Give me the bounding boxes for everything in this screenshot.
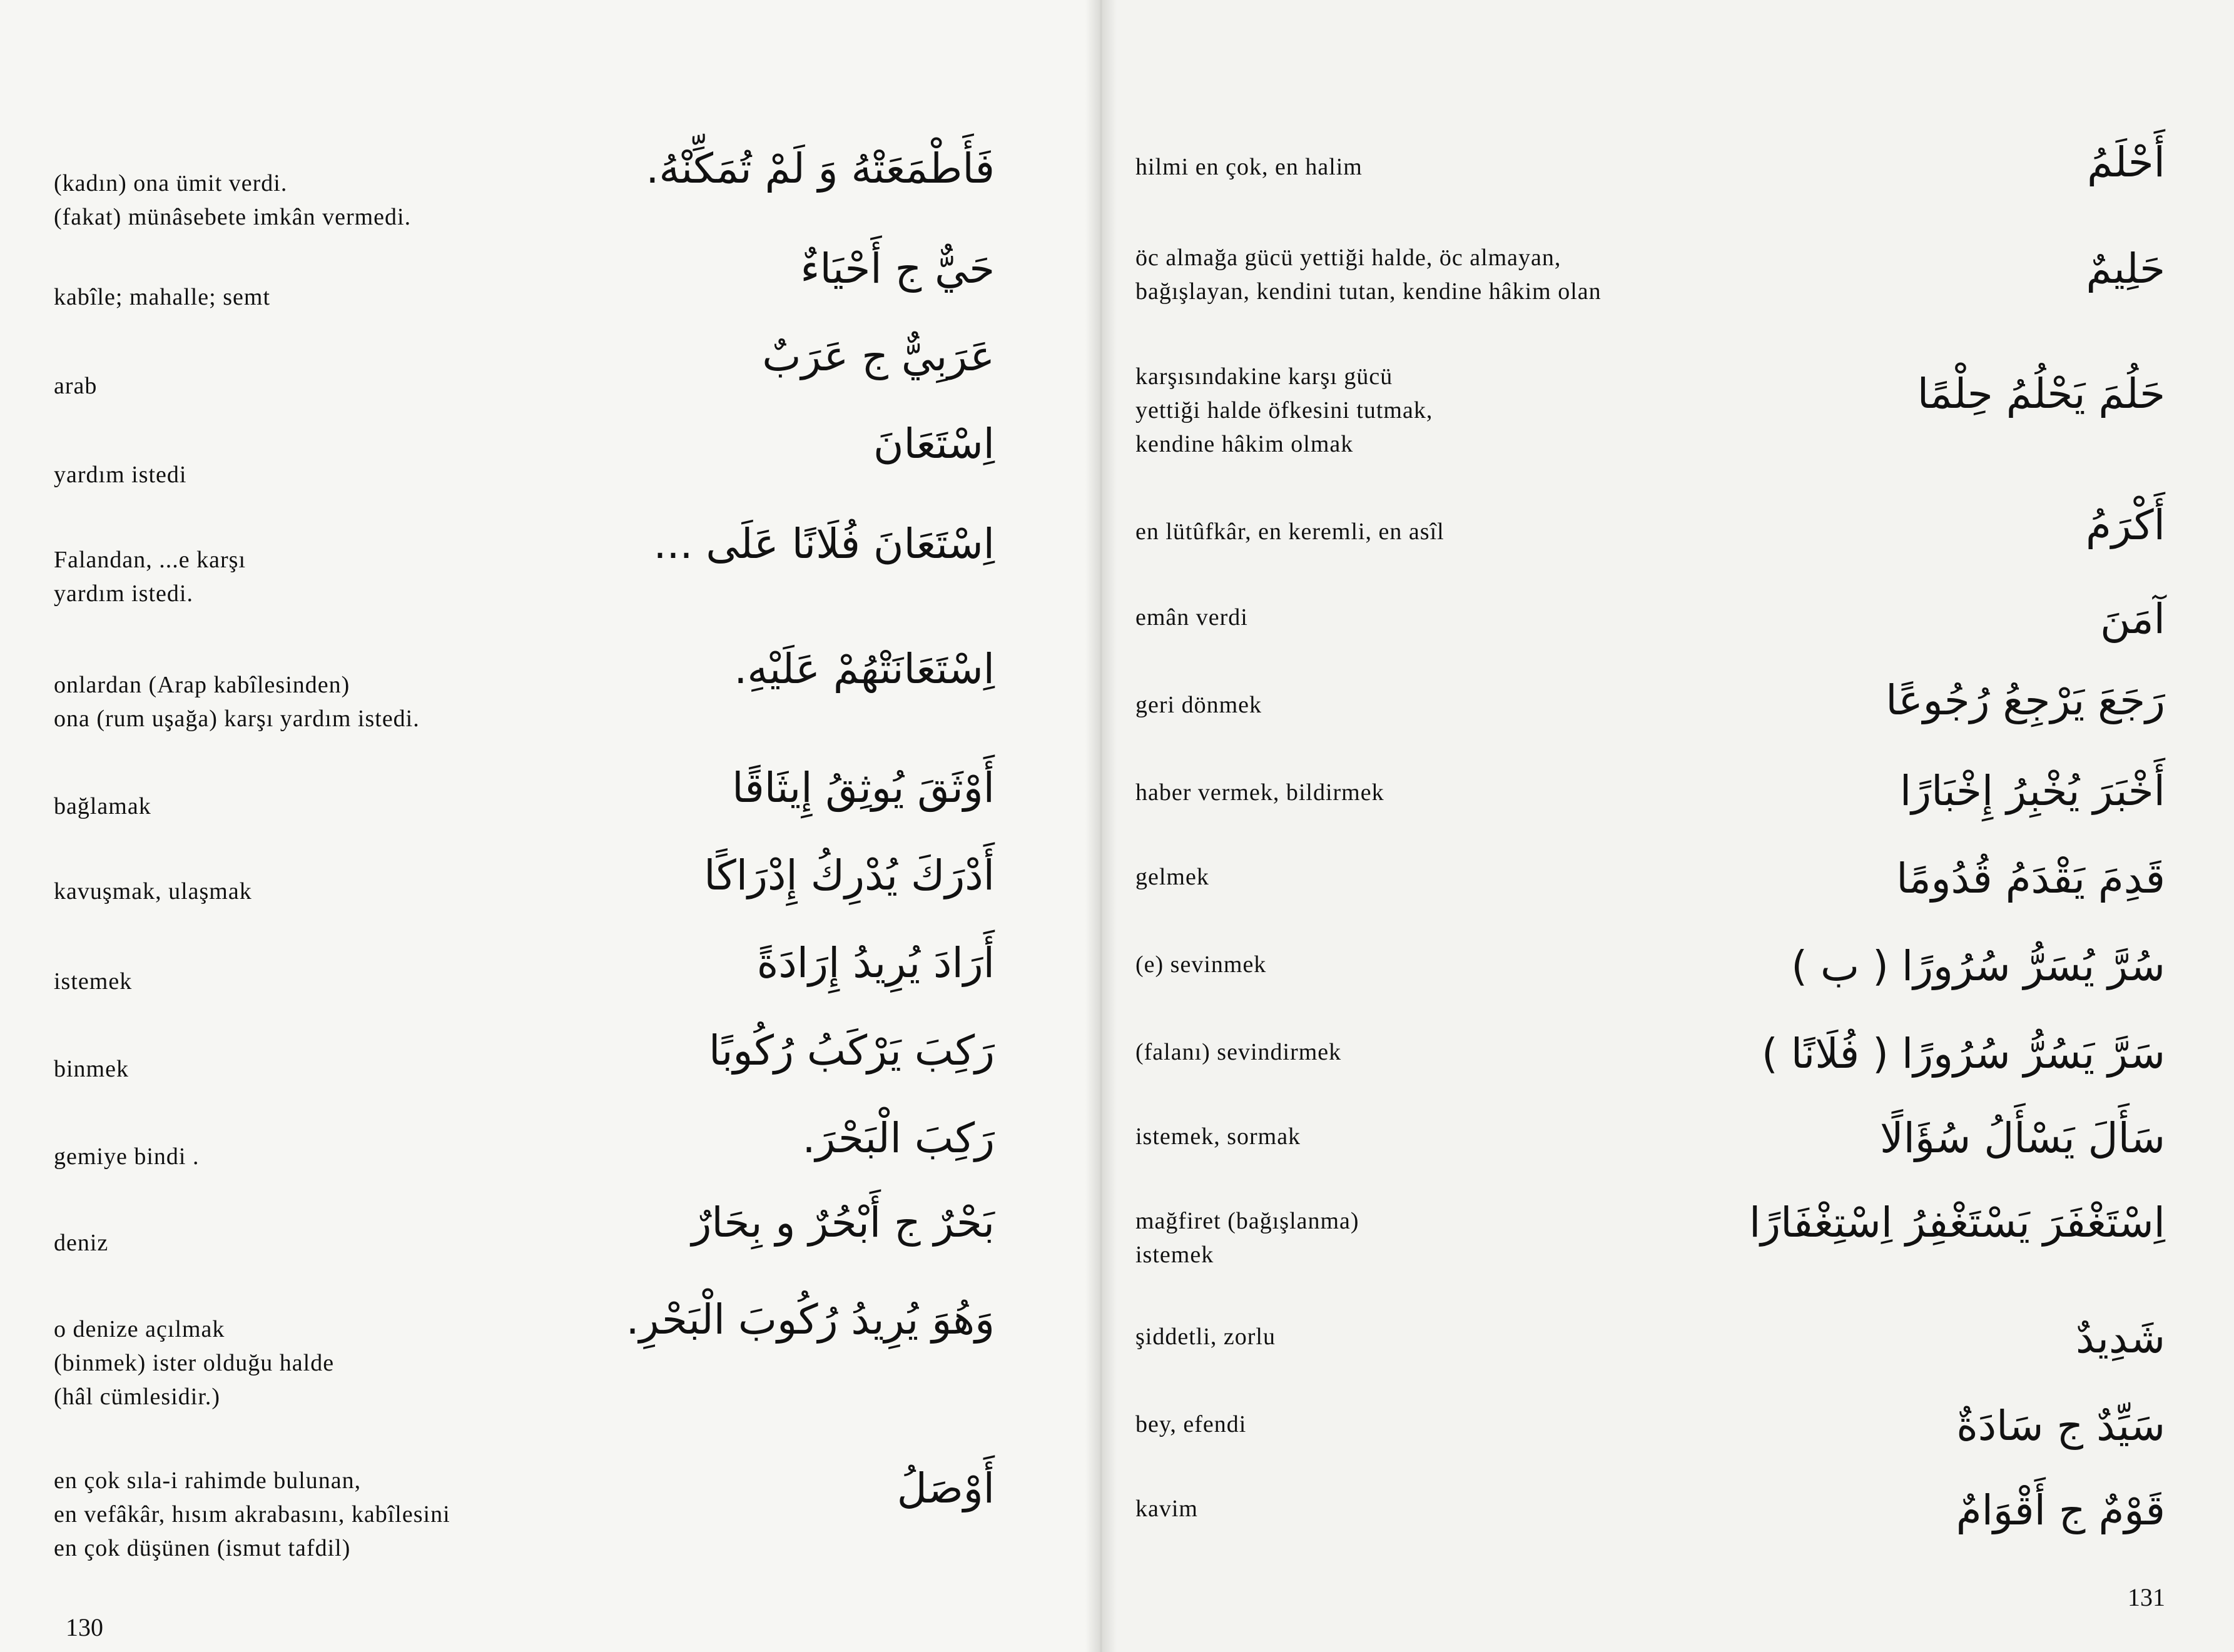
arabic-phrase: شَدِيدٌ [2076, 1314, 2165, 1362]
meaning-line: (falanı) sevindirmek [1135, 1039, 1342, 1065]
turkish-meaning [1135, 1204, 1359, 1272]
meaning-line: istemek [54, 968, 133, 995]
meaning-line: yettiği halde öfkesini tutmak, [1135, 397, 1433, 423]
left-page [0, 0, 1101, 1652]
meaning-line: bağlamak [54, 793, 151, 819]
meaning-line: en vefâkâr, hısım akrabasını, kabîlesini [54, 1501, 450, 1528]
page-number: 131 [2128, 1583, 2165, 1611]
meaning-line: onlardan (Arap kabîlesinden) [54, 672, 350, 698]
meaning-line: istemek, sormak [1135, 1123, 1301, 1150]
turkish-meaning [54, 668, 420, 736]
meaning-line: geri dönmek [1135, 692, 1262, 718]
arabic-phrase: سَأَلَ يَسْأَلُ سُؤَالًا [1879, 1114, 2165, 1162]
arabic-phrase: سُرَّ يُسَرُّ سُرُورًا ( ب ) [1791, 942, 2165, 990]
right-page [1101, 0, 2234, 1652]
turkish-meaning [54, 1140, 199, 1173]
meaning-line: bağışlayan, kendini tutan, kendine hâkim olan [1135, 278, 1602, 305]
meaning-line: gelmek [1135, 864, 1209, 890]
arabic-phrase: أَحْلَمُ [2087, 138, 2165, 186]
meaning-line: arab [54, 373, 98, 399]
arabic-phrase: اِسْتَعَانَ فُلَانًا عَلَى ... [653, 520, 995, 568]
arabic-phrase: أَوْثَقَ يُوثِقُ إِيثَاقًا [732, 764, 995, 812]
meaning-line: istemek [1135, 1242, 1214, 1268]
arabic-phrase: رَكِبَ الْبَحْرَ. [802, 1114, 995, 1162]
turkish-meaning [54, 1312, 334, 1414]
turkish-meaning [1135, 1035, 1341, 1069]
arabic-phrase: وَهُوَ يُرِيدُ رُكُوبَ الْبَحْرِ. [626, 1295, 995, 1344]
turkish-meaning [1135, 776, 1384, 809]
meaning-line: öc almağa gücü yettiği halde, öc almayan, [1135, 245, 1561, 271]
turkish-meaning [1135, 1120, 1301, 1153]
arabic-phrase: قَوْمٌ ج أَقْوَامٌ [1956, 1486, 2165, 1534]
turkish-meaning [54, 166, 411, 234]
turkish-meaning [1135, 600, 1248, 634]
arabic-phrase: أَخْبَرَ يُخْبِرُ إِخْبَارًا [1899, 767, 2165, 815]
turkish-meaning [1135, 688, 1262, 722]
meaning-line: (kadın) ona ümit verdi. [54, 170, 288, 196]
arabic-phrase: آمَنَ [2100, 595, 2165, 643]
arabic-phrase: حَلِيمٌ [2086, 245, 2165, 293]
turkish-meaning [54, 1052, 129, 1086]
meaning-line: (e) sevinmek [1135, 951, 1267, 978]
meaning-line: hilmi en çok, en halim [1135, 154, 1363, 180]
meaning-line: en lütûfkâr, en keremli, en asîl [1135, 519, 1444, 545]
meaning-line: kabîle; mahalle; semt [54, 284, 271, 310]
turkish-meaning [1135, 515, 1444, 549]
turkish-meaning [54, 458, 186, 492]
turkish-meaning [1135, 1320, 1276, 1354]
arabic-phrase: اِسْتَغْفَرَ يَسْتَغْفِرُ اِسْتِغْفَارًا [1749, 1198, 2165, 1247]
arabic-phrase: رَكِبَ يَرْكَبُ رُكُوبًا [709, 1026, 995, 1075]
turkish-meaning [1135, 360, 1433, 461]
meaning-line: haber vermek, bildirmek [1135, 779, 1384, 806]
arabic-phrase: سَرَّ يَسُرُّ سُرُورًا ( فُلَانًا ) [1762, 1030, 2165, 1078]
meaning-line: karşısındakine karşı gücü [1135, 363, 1393, 390]
turkish-meaning [54, 789, 151, 823]
arabic-phrase: أَدْرَكَ يُدْرِكُ إِدْرَاكًا [704, 851, 995, 899]
meaning-line: şiddetli, zorlu [1135, 1324, 1276, 1350]
arabic-phrase: أَوْصَلُ [896, 1464, 995, 1513]
meaning-line: (hâl cümlesidir.) [54, 1384, 221, 1410]
meaning-line: binmek [54, 1056, 129, 1082]
meaning-line: Falandan, ...e karşı [54, 547, 246, 573]
meaning-line: mağfiret (bağışlanma) [1135, 1208, 1359, 1234]
meaning-line: en çok düşünen (ismut tafdil) [54, 1535, 351, 1561]
meaning-line: gemiye bindi . [54, 1143, 200, 1170]
arabic-phrase: عَرَبِيٌّ ج عَرَبٌ [762, 332, 995, 380]
turkish-meaning [1135, 150, 1363, 184]
meaning-line: en çok sıla-i rahimde bulunan, [54, 1467, 362, 1494]
page-number: 130 [66, 1613, 103, 1641]
arabic-phrase: أَكْرَمُ [2085, 501, 2165, 549]
arabic-phrase: فَأَطْمَعَتْهُ وَ لَمْ تُمَكِّنْهُ. [646, 144, 995, 193]
turkish-meaning [54, 1226, 108, 1260]
arabic-phrase: قَدِمَ يَقْدَمُ قُدُومًا [1896, 854, 2165, 903]
arabic-phrase: سَيِّدٌ ج سَادَةٌ [1956, 1402, 2165, 1450]
meaning-line: emân verdi [1135, 604, 1248, 631]
turkish-meaning [54, 874, 252, 908]
arabic-phrase: حَيٌّ ج أَحْيَاءٌ [800, 245, 995, 293]
meaning-line: yardım istedi. [54, 580, 193, 607]
turkish-meaning [1135, 860, 1209, 894]
turkish-meaning [1135, 948, 1266, 981]
turkish-meaning [54, 280, 270, 314]
meaning-line: kendine hâkim olmak [1135, 431, 1354, 457]
arabic-phrase: اِسْتَعَانَ [873, 420, 995, 468]
meaning-line: kavim [1135, 1496, 1198, 1522]
meaning-line: o denize açılmak [54, 1316, 225, 1342]
turkish-meaning [54, 965, 132, 998]
book-gutter [1085, 0, 1117, 1652]
meaning-line: yardım istedi [54, 462, 187, 488]
meaning-line: ona (rum uşağa) karşı yardım istedi. [54, 706, 420, 732]
turkish-meaning [54, 543, 246, 611]
turkish-meaning [54, 1464, 450, 1565]
arabic-phrase: حَلُمَ يَحْلُمُ حِلْمًا [1917, 370, 2165, 418]
meaning-line: (binmek) ister olduğu halde [54, 1350, 335, 1376]
turkish-meaning [1135, 241, 1602, 308]
turkish-meaning [1135, 1407, 1246, 1441]
meaning-line: kavuşmak, ulaşmak [54, 878, 252, 905]
arabic-phrase: رَجَعَ يَرْجِعُ رُجُوعًا [1886, 676, 2165, 724]
turkish-meaning [1135, 1492, 1198, 1526]
meaning-line: deniz [54, 1230, 109, 1256]
arabic-phrase: بَحْرٌ ج أَبْحُرٌ و بِحَارٌ [691, 1198, 995, 1247]
turkish-meaning [54, 369, 97, 403]
meaning-line: (fakat) münâsebete imkân vermedi. [54, 204, 412, 230]
meaning-line: bey, efendi [1135, 1411, 1247, 1437]
arabic-phrase: اِسْتَعَانَتْهُمْ عَلَيْهِ. [734, 645, 995, 693]
arabic-phrase: أَرَادَ يُرِيدُ إِرَادَةً [756, 939, 995, 987]
